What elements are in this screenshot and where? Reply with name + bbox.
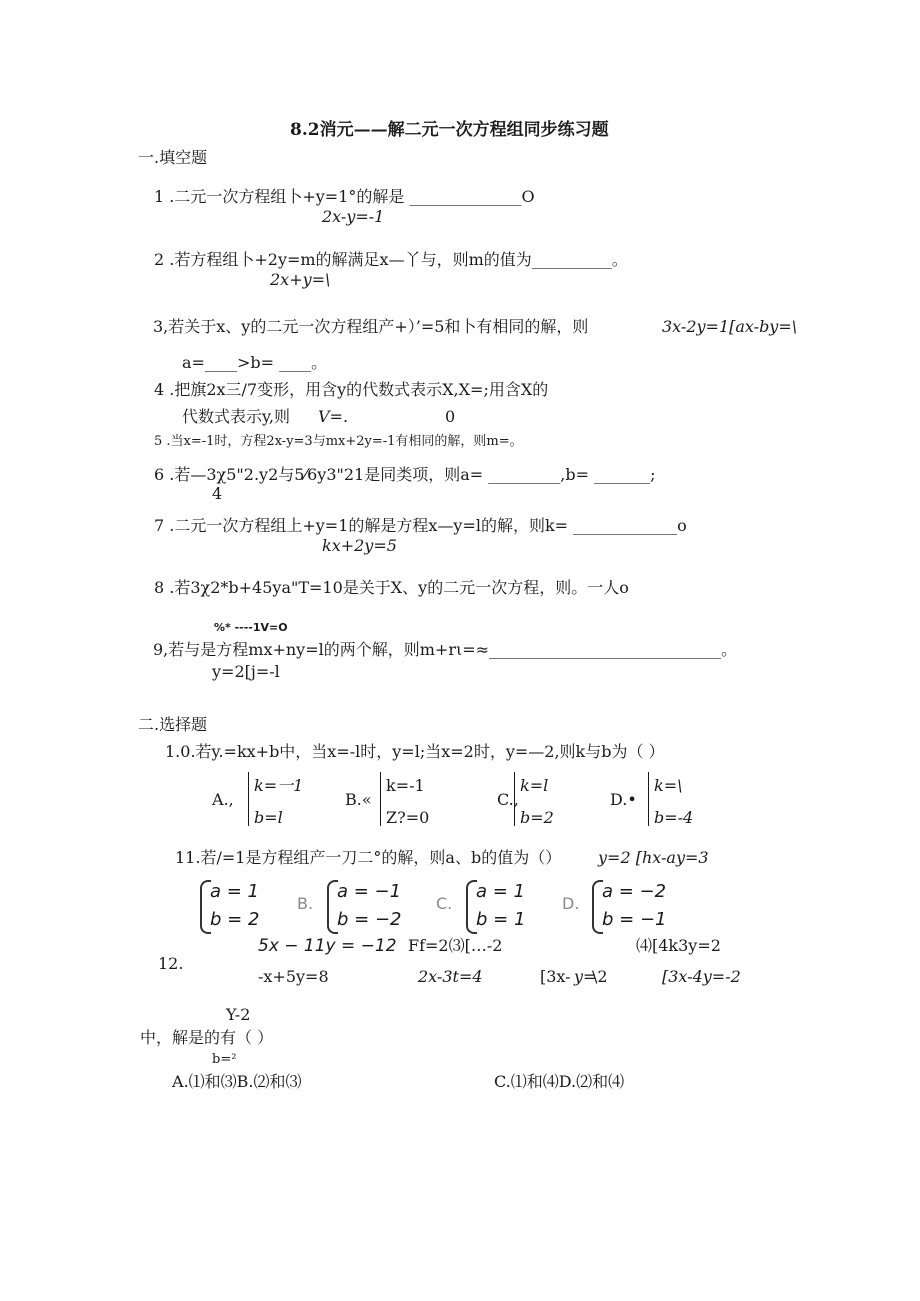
q12-system-4-eq1: ⑷[4k3y=2	[636, 936, 721, 955]
question-11: 11.若/=1是方程组产一刀二°的解，则a、b的值为（）	[175, 848, 562, 867]
question-6: 6 .若—3χ5"2.y2与5⁄6y3"21是同类项，则a= _________,b= _______;	[154, 465, 656, 484]
q11-option-a-a: a = 1	[210, 881, 260, 902]
q10-option-c-b: b=2	[520, 808, 554, 827]
q10-option-d-b: b=-4	[654, 808, 694, 827]
q12-system-3-eq-a: [3x-	[540, 967, 571, 986]
q10-option-d-brace	[648, 772, 649, 826]
question-9-solution-1: %* ----1V=O	[214, 621, 288, 634]
q12-system-1-eq1: 5x − 11y = −12	[258, 936, 397, 956]
q12-system-1-eq2: -x+5y=8	[258, 967, 329, 986]
question-12-number: 12.	[158, 954, 184, 973]
q11-option-c-a: a = 1	[476, 881, 526, 902]
question-4-answer: V=.	[318, 407, 349, 426]
question-2-equation-2: 2x+y=\	[270, 270, 331, 289]
q11-option-b-b: b = −2	[337, 909, 402, 930]
q12-system-2-eq2: 2x-3t=4	[418, 967, 483, 986]
q12-system-4-eq2: [3x-4y=-2	[662, 967, 741, 986]
q10-option-b-b: Z?=0	[386, 808, 430, 827]
q10-option-b-label: B.«	[345, 790, 372, 809]
question-1-equation-2: 2x-y=-1	[322, 207, 385, 226]
q10-option-a-k: k=一1	[254, 776, 304, 795]
question-3: 3,若关于x、y的二元一次方程组产+）’=5和卜有相同的解，则	[153, 317, 589, 336]
q11-option-d-a: a = −2	[602, 881, 667, 902]
q10-option-c-k: k=l	[520, 776, 549, 795]
question-2: 2 .若方程组卜+2y=m的解满足x—丫与，则m的值为__________。	[154, 250, 628, 269]
q12-system-2-eq1: Ff=2⑶[…-2	[408, 936, 503, 955]
question-4-line-2: 代数式表示y,则	[182, 407, 291, 426]
q11-option-d-label: D.	[562, 894, 580, 913]
page-title: 8.2消元——解二元一次方程组同步练习题	[290, 120, 609, 140]
q12-system-3-eq-b: y=	[574, 967, 597, 986]
question-4-mark: 0	[445, 407, 456, 426]
question-7-equation-2: kx+2y=5	[322, 536, 397, 555]
question-8: 8 .若3χ2*b+45ya"T=10是关于X、y的二元一次方程，则。一人o	[154, 578, 629, 597]
q12-solution-y: Y-2	[226, 1005, 251, 1024]
question-4-line-1: 4 .把旗2x三/7变形，用含y的代数式表示X,X=;用含X的	[154, 380, 549, 399]
q10-option-d-k: k=\	[654, 776, 683, 795]
q12-solution-b: b=²	[212, 1052, 237, 1067]
q11-option-b-a: a = −1	[337, 881, 402, 902]
q10-option-a-brace	[248, 772, 249, 826]
q11-option-c-b: b = 1	[476, 909, 526, 930]
question-3-systems: 3x-2y=1[ax-by=\	[662, 317, 798, 336]
question-9: 9,若与是方程mx+ny=l的两个解，则m+rι=≈_____________________________。	[153, 640, 738, 659]
question-6-denominator: 4	[212, 484, 223, 503]
q12-options-cd: C.⑴和⑷D.⑵和⑷	[494, 1072, 625, 1091]
question-7: 7 .二元一次方程组上+y=1的解是方程x—y=l的解，则k= _____________o	[154, 516, 687, 535]
question-1: 1 .二元一次方程组卜+y=1°的解是 ______________O	[154, 187, 535, 206]
q10-option-c-label: C.,	[497, 790, 519, 809]
q10-option-d-label: D.•	[610, 790, 637, 809]
q11-option-a-b: b = 2	[210, 909, 260, 930]
q12-options-ab: A.⑴和⑶B.⑵和⑶	[172, 1072, 302, 1091]
question-10: 1.0.若y.=kx+b中，当x=-l时，y=l;当x=2时，y=—2,则k与b为（ ）	[165, 742, 665, 761]
section-fill-blank-heading: 一.填空题	[138, 148, 208, 167]
q10-option-b-brace	[380, 772, 381, 826]
question-5: 5 .当x=-1时，方程2x-y=3与mx+2y=-1有相同的解，则m=。	[154, 434, 523, 449]
q12-question-line: 中，解是的有（ ）	[140, 1028, 274, 1047]
q10-option-c-brace	[514, 772, 515, 826]
section-choice-heading: 二.选择题	[138, 715, 208, 734]
q10-option-b-k: k=-1	[386, 776, 425, 795]
question-9-solution-2: y=2[j=-l	[212, 662, 280, 681]
q11-option-b-label: B.	[297, 894, 314, 913]
q11-option-d-b: b = −1	[602, 909, 667, 930]
question-3-answer-line: a=____>b= ____。	[182, 353, 328, 372]
q11-option-c-label: C.	[436, 894, 453, 913]
question-11-system: y=2 [hx-ay=3	[598, 848, 709, 867]
q12-system-3-eq-c: \2	[592, 967, 608, 986]
q10-option-a-b: b=l	[254, 808, 283, 827]
q10-option-a-label: A.,	[212, 790, 234, 809]
